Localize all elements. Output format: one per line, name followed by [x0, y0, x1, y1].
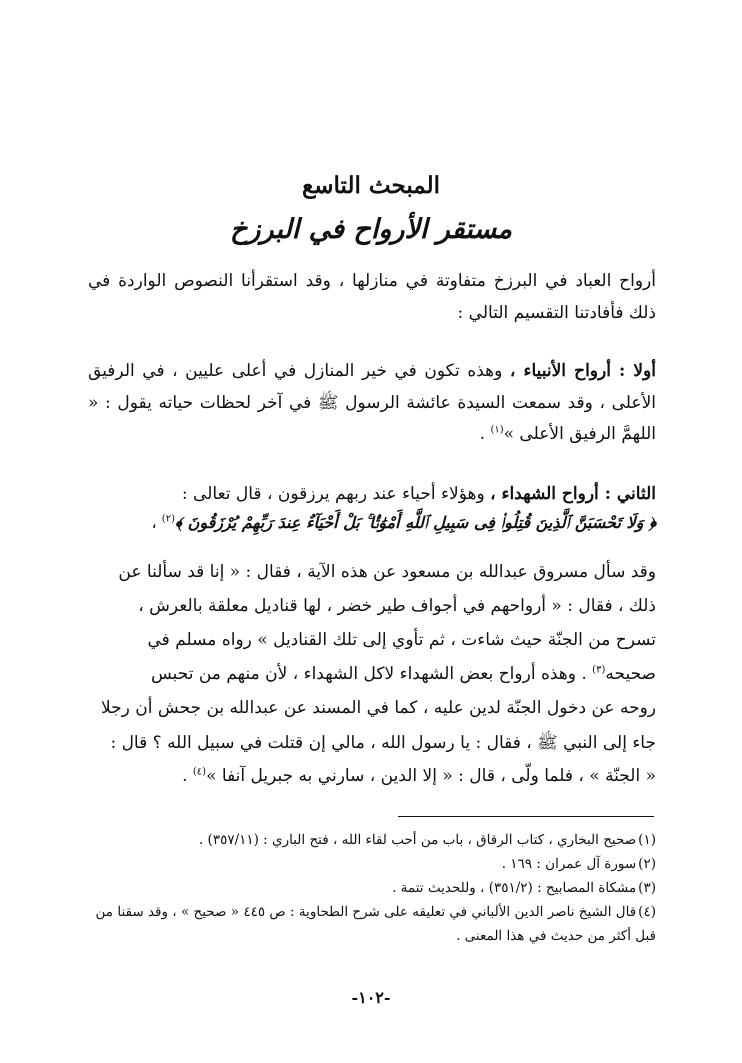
intro-paragraph: أرواح العباد في البرزخ متفاوتة في منازلها ، وقد استقرأنا النصوص الواردة في ذلك فأفادتنا التقسيم التالي : — [88, 271, 656, 323]
first-category-text: وهذه تكون في خير المنازل في أعلى عليين ، في الرفيق الأعلى ، وقد سمعت السيدة عائشة الرسول ﷺ في آخر لحظات حياته يقول : « اللهمَّ الرفيق الأعلى » — [88, 361, 656, 444]
footnote — [88, 876, 656, 900]
body-line-part: . — [182, 766, 193, 786]
quran-verse-line — [86, 513, 656, 533]
footnote-text: سورة آل عمران : ١٦٩ . — [501, 856, 637, 872]
body-line-part: صحيحه — [605, 664, 656, 684]
footnote — [88, 828, 656, 852]
first-category-paragraph — [88, 356, 682, 451]
section-title: مستقر الأرواح في البرزخ — [229, 214, 512, 245]
page-number: -١٠٢- — [351, 988, 391, 1007]
footnote-ref-4: (٤) — [192, 766, 207, 778]
body-line — [86, 766, 656, 786]
footnote-number: (٣) — [638, 880, 656, 896]
footnote-number: (٢) — [638, 856, 656, 872]
footnote-text: مشكاة المصابيح : (٣٥١/٢) ، وللحديث تتمة . — [392, 880, 637, 896]
body-line: تسرح من الجنّة حيث شاءت ، ثم تأوي إلى تلك القناديل » رواه مسلم في — [147, 630, 656, 650]
quran-verse-end: ، — [151, 513, 162, 532]
footnote-number: (١) — [638, 832, 656, 848]
second-category-intro — [88, 479, 682, 511]
footnote-ref-2: (٢) — [161, 513, 175, 525]
body-line: ذلك ، فقال : « أرواحهم في أجواف طير خضر ، لها قناديل معلقة بالعرش ، — [138, 596, 656, 616]
first-category-lead: أولا : أرواح الأنبياء ، — [509, 361, 656, 381]
footnotes — [88, 828, 656, 948]
second-category-text: وهؤلاء أحياء عند ربهم يرزقون ، قال تعالى : — [181, 484, 491, 504]
footnote-separator — [398, 816, 654, 817]
footnote — [88, 852, 656, 876]
footnote-ref-1: (١) — [490, 424, 504, 436]
footnote — [88, 900, 656, 948]
footnote-text: صحيح البخاري ، كتاب الرقاق ، باب من أحب لقاء الله ، فتح الباري : (٣٥٧/١١) . — [198, 832, 637, 848]
body-line-part: « الجنّة » ، فلما ولّى ، قال : « إلا الدين ، سارني به جبريل آنفا » — [206, 766, 656, 786]
body-line — [86, 664, 656, 684]
body-line: وقد سأل مسروق عبدالله بن مسعود عن هذه الآية ، فقال : « إنا قد سألنا عن — [118, 562, 656, 582]
footnote-number: (٤) — [638, 904, 656, 920]
footnote-ref-3: (٣) — [592, 664, 606, 676]
chapter-heading: المبحث التاسع — [302, 172, 440, 199]
footnote-text: قال الشيخ ناصر الدين الألباني في تعليقه على شرح الطحاوية : ص ٤٤٥ « صحيح » ، وقد سقنا من قبل أكثر من حديث في هذا المعنى . — [95, 904, 656, 944]
first-category-end: . — [479, 424, 491, 444]
second-category-lead: الثاني : أرواح الشهداء ، — [490, 484, 656, 504]
quran-verse: ﴿ وَلَا تَحْسَبَنَّ ٱلَّذِينَ قُتِلُوا۟ فِى سَبِيلِ ٱللَّهِ أَمْوَٰتًۢا ۚ بَلْ أَحْيَآءٌ عِندَ رَبِّهِمْ يُرْزَقُونَ ﴾ — [174, 513, 656, 532]
body-line: روحه عن دخول الجنّة لدين عليه ، كما في المسند عن عبدالله بن جحش أن رجلا — [101, 698, 656, 718]
body-line: جاء إلى النبي ﷺ ، فقال : يا رسول الله ، مالي إن قتلت في سبيل الله ؟ قال : — [110, 733, 656, 753]
body-line-part: . وهذه أرواح بعض الشهداء لاكل الشهداء ، لأن منهم من تحبس — [150, 664, 593, 684]
